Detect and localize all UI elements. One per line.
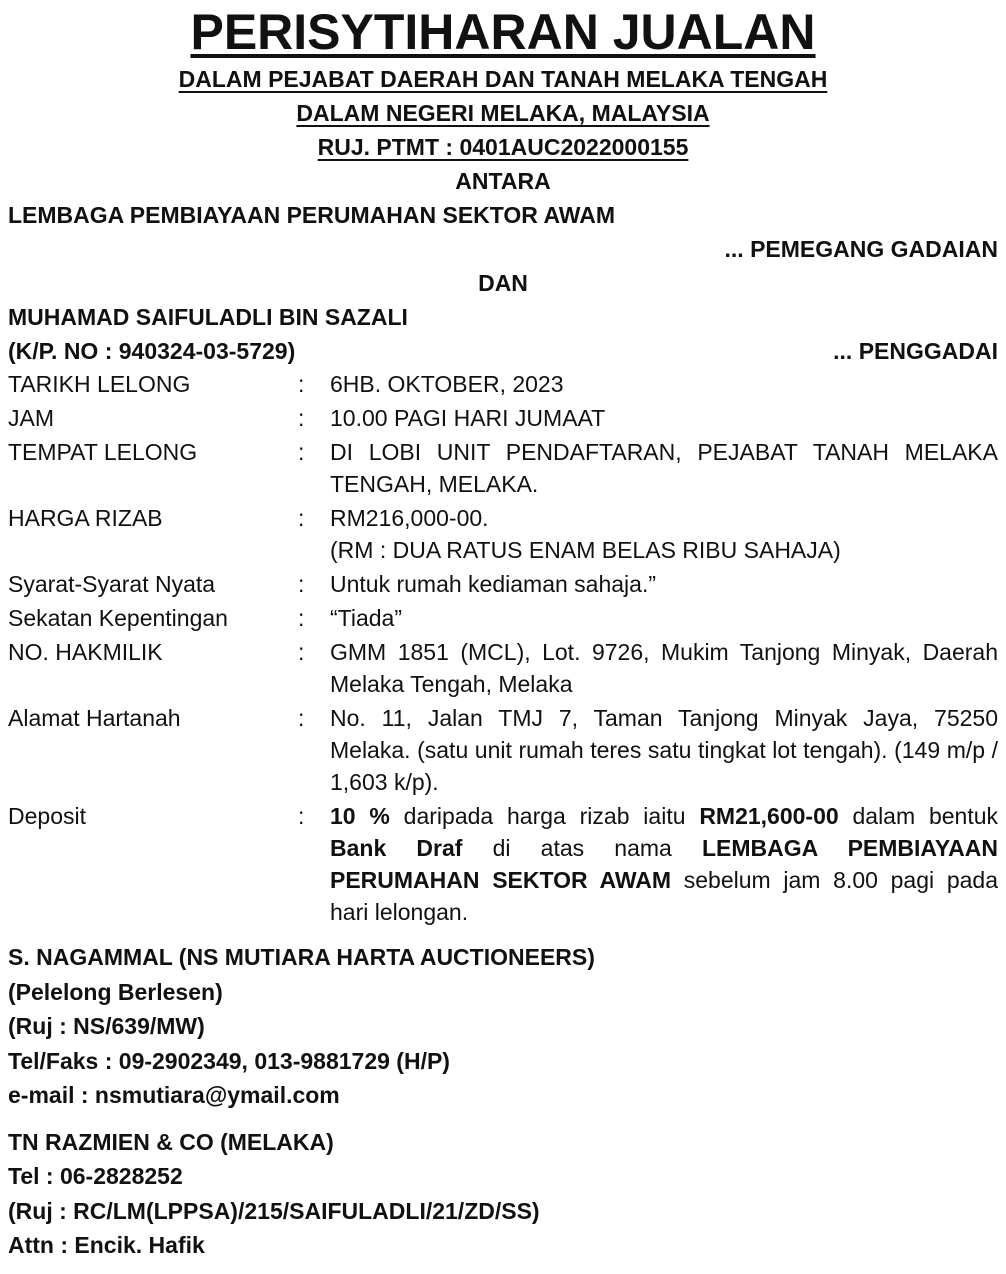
detail-value: 6HB. OKTOBER, 2023 — [330, 371, 564, 397]
deposit-percentage: 10 % — [330, 803, 390, 829]
deposit-payee: LEMBAGA PEMBIAYAAN PERUMAHAN SEKTOR AWAM — [330, 835, 998, 893]
auctioneer-email: e-mail : nsmutiara@ymail.com — [8, 1082, 340, 1108]
detail-label: Deposit — [8, 803, 86, 829]
detail-colon: : — [298, 639, 305, 665]
page-title: PERISYTIHARAN JUALAN — [190, 4, 816, 60]
solicitor-tel: Tel : 06-2828252 — [8, 1163, 183, 1189]
detail-value — [330, 800, 998, 928]
detail-value — [330, 502, 998, 566]
solicitor-attn: Attn : Encik. Hafik — [8, 1232, 205, 1258]
auctioneer-licence: (Pelelong Berlesen) — [8, 978, 223, 1005]
deposit-text: sebelum jam 8.00 pagi pada hari lelongan. — [330, 867, 998, 925]
chargor-ic-row — [8, 334, 998, 368]
detail-value: “Tiada” — [330, 605, 402, 631]
reference-number: RUJ. PTMT : 0401AUC2022000155 — [317, 134, 689, 160]
detail-label: TEMPAT LELONG — [8, 439, 198, 465]
chargor-role: ... PENGGADAI — [833, 338, 998, 364]
solicitor-ref: (Ruj : RC/LM(LPPSA)/215/SAIFULADLI/21/ZD/SS) — [8, 1197, 540, 1224]
deposit-method: Bank Draf — [330, 835, 463, 861]
chargor-name: MUHAMAD SAIFULADLI BIN SAZALI — [8, 304, 408, 330]
spacer — [8, 1113, 998, 1125]
detail-row-reserve-price — [8, 502, 998, 566]
sale-proclamation — [8, 0, 998, 1263]
detail-row-conditions — [8, 568, 998, 600]
detail-value: 10.00 PAGI HARI JUMAAT — [330, 405, 606, 431]
auctioneer-block — [8, 940, 998, 1113]
detail-label: HARGA RIZAB — [8, 505, 163, 531]
detail-colon: : — [298, 571, 305, 597]
detail-label: JAM — [8, 405, 54, 431]
detail-label: Sekatan Kepentingan — [8, 605, 228, 631]
detail-colon: : — [298, 505, 305, 531]
deposit-text: di atas nama — [462, 835, 702, 861]
chargee-role: ... PEMEGANG GADAIAN — [724, 236, 998, 262]
detail-value: No. 11, Jalan TMJ 7, Taman Tanjong Minyak Jaya, 75250 Melaka. (satu unit rumah teres satu tingkat lot tengah). (149 m/p / 1,603 k/p). — [330, 705, 998, 795]
detail-label: TARIKH LELONG — [8, 371, 191, 397]
detail-colon: : — [298, 405, 305, 431]
auctioneer-tel: Tel/Faks : 09-2902349, 013-9881729 (H/P) — [8, 1047, 450, 1074]
detail-colon: : — [298, 605, 305, 631]
detail-label: Alamat Hartanah — [8, 705, 181, 731]
detail-row-time — [8, 402, 998, 434]
detail-row-address — [8, 702, 998, 798]
detail-colon: : — [298, 803, 305, 829]
detail-colon: : — [298, 371, 305, 397]
deposit-text: dalam bentuk — [838, 803, 998, 829]
detail-label: NO. HAKMILIK — [8, 639, 163, 665]
detail-value: Untuk rumah kediaman sahaja.” — [330, 571, 656, 597]
detail-colon: : — [298, 439, 305, 465]
detail-value: GMM 1851 (MCL), Lot. 9726, Mukim Tanjong Minyak, Daerah Melaka Tengah, Melaka — [330, 639, 998, 697]
office-line-1: DALAM PEJABAT DAERAH DAN TANAH MELAKA TENGAH — [178, 66, 828, 92]
reserve-price-words: (RM : DUA RATUS ENAM BELAS RIBU SAHAJA) — [330, 537, 841, 563]
solicitor-name: TN RAZMIEN & CO (MELAKA) — [8, 1128, 334, 1155]
auctioneer-ref: (Ruj : NS/639/MW) — [8, 1013, 205, 1039]
solicitor-block — [8, 1125, 998, 1263]
reserve-price: RM216,000-00. — [330, 505, 489, 531]
detail-row-deposit — [8, 800, 998, 928]
detail-label: Syarat-Syarat Nyata — [8, 571, 216, 597]
between-label: ANTARA — [455, 168, 551, 194]
and-label: DAN — [478, 270, 528, 296]
chargee-name: LEMBAGA PEMBIAYAAN PERUMAHAN SEKTOR AWAM — [8, 202, 615, 228]
auction-details — [8, 368, 998, 928]
auctioneer-name: S. NAGAMMAL (NS MUTIARA HARTA AUCTIONEERS) — [8, 944, 595, 970]
detail-row-restriction — [8, 602, 998, 634]
detail-colon: : — [298, 705, 305, 731]
chargor-ic: (K/P. NO : 940324-03-5729) — [8, 338, 296, 364]
office-line-2: DALAM NEGERI MELAKA, MALAYSIA — [296, 100, 710, 126]
deposit-amount: RM21,600-00 — [699, 803, 839, 829]
detail-row-venue — [8, 436, 998, 500]
detail-row-title-no — [8, 636, 998, 700]
deposit-text: daripada harga rizab iaitu — [389, 803, 700, 829]
detail-value: DI LOBI UNIT PENDAFTARAN, PEJABAT TANAH MELAKA TENGAH, MELAKA. — [330, 439, 998, 497]
detail-row-auction-date — [8, 368, 998, 400]
